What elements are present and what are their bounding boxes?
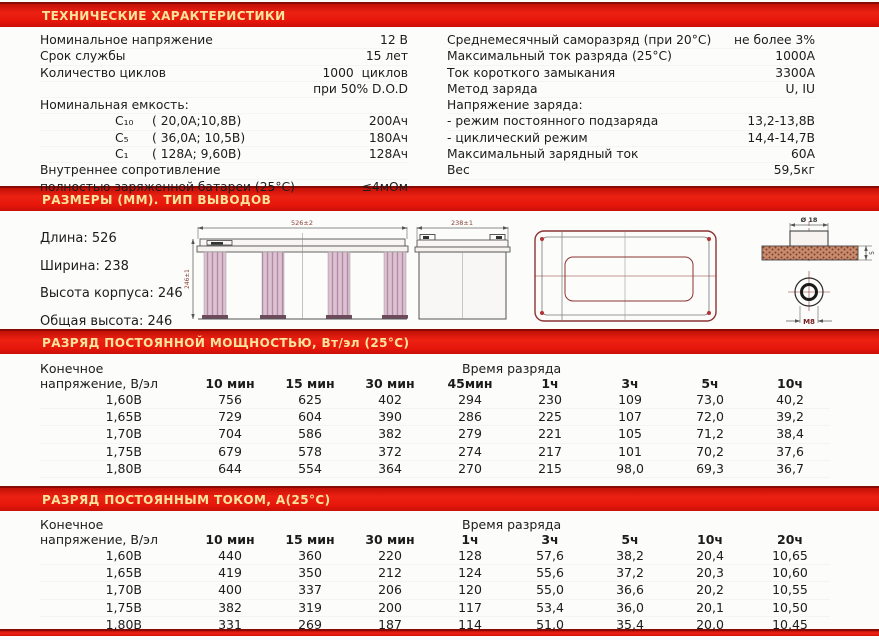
battery-top-view-drawing — [535, 231, 716, 321]
table-cell: 37,6 — [776, 443, 804, 459]
spec-row — [447, 98, 815, 114]
spec-row — [447, 33, 815, 49]
spec-value: 15 лет — [365, 49, 408, 64]
spec-label-text: Среднемесячный саморазряд (при 20°С) — [447, 33, 712, 47]
table-cell: 294 — [458, 392, 482, 407]
side-width-dimension-label: 238±1 — [451, 219, 473, 227]
end-voltage-label: 1,70В — [105, 582, 142, 598]
spec-label — [40, 163, 220, 178]
table-cell: 337 — [298, 582, 322, 598]
table-cell: 10ч — [697, 532, 723, 547]
table-cell: 1ч — [541, 376, 559, 391]
table-cell: 37,2 — [616, 565, 644, 581]
terminal-thread-label: M8 — [803, 318, 815, 326]
spec-label — [40, 49, 126, 64]
dimensions-section — [0, 211, 879, 329]
table-cell: 114 — [458, 616, 482, 632]
spec-label-text: Срок службы — [40, 49, 126, 64]
table-cell: 279 — [458, 426, 482, 442]
spec-value: 3300А — [775, 65, 815, 80]
table-cell: 200 — [378, 599, 402, 615]
table-cell: 225 — [538, 409, 562, 425]
table-cell: 20,1 — [696, 599, 724, 615]
spec-value: 1000 циклов — [322, 65, 408, 80]
spec-row — [447, 82, 815, 98]
table-cell: 360 — [298, 548, 322, 563]
spec-value: 14,4-14,7В — [747, 130, 815, 145]
table-cell: 729 — [218, 409, 242, 425]
spec-label-text: полностью заряженной батареи (25°С) — [40, 179, 295, 194]
table-cell: 101 — [618, 443, 642, 459]
table-cell: 40,2 — [776, 392, 804, 407]
table-cell: 38,4 — [776, 426, 804, 442]
table-cell: 625 — [298, 392, 322, 407]
table-cell: 270 — [458, 460, 482, 476]
table-cell: 578 — [298, 443, 322, 459]
spec-value: 1000А — [775, 49, 815, 64]
table-cell: 382 — [378, 426, 402, 442]
spec-label-text: Количество циклов — [40, 65, 166, 80]
spec-row — [40, 114, 408, 130]
spec-label — [447, 131, 588, 146]
table-cell: 38,2 — [616, 548, 644, 563]
table-cell: 3ч — [541, 532, 559, 547]
table-row — [40, 444, 830, 461]
table-cell: 440 — [218, 548, 242, 563]
spec-row — [447, 114, 815, 130]
table-body — [40, 392, 830, 478]
table-header-row-1 — [40, 361, 830, 376]
table-cell: 20,0 — [696, 616, 724, 632]
table-cell: 35,4 — [616, 616, 644, 632]
spec-label-text: - циклический режим — [447, 130, 588, 145]
table-cell: 704 — [218, 426, 242, 442]
row-header-line1: Конечное — [40, 361, 104, 376]
table-cell: 124 — [458, 565, 482, 581]
spec-row — [40, 82, 408, 98]
table-body — [40, 548, 830, 634]
table-cell: 20ч — [777, 532, 803, 547]
table-cell: 10,50 — [772, 599, 808, 615]
spec-row — [447, 163, 815, 179]
row-header-line1: Конечное — [40, 517, 104, 532]
table-cell: 221 — [538, 426, 562, 442]
table-cell: 36,7 — [776, 460, 804, 476]
spec-label — [447, 163, 470, 178]
end-voltage-label: 1,60В — [105, 392, 142, 407]
table-cell: 319 — [298, 599, 322, 615]
table-cell: 30 мин — [365, 532, 415, 547]
spec-row — [40, 98, 408, 114]
power-discharge-section — [0, 354, 879, 486]
table-cell: 53,4 — [536, 599, 564, 615]
time-of-discharge-header: Время разряда — [462, 517, 562, 532]
spec-label — [40, 131, 245, 146]
spec-value: 180Ач — [368, 130, 408, 145]
table-row — [40, 392, 830, 409]
spec-label-text: Максимальный ток разряда (25°С) — [447, 49, 672, 64]
spec-label-text: Напряжение заряда: — [447, 98, 583, 113]
table-cell: 402 — [378, 392, 402, 407]
table-cell: 109 — [618, 392, 642, 407]
table-cell: 586 — [298, 426, 322, 442]
table-cell: 15 мин — [285, 376, 335, 391]
table-cell: 230 — [538, 392, 562, 407]
current-discharge-table — [40, 517, 830, 634]
dimensions-list — [40, 225, 183, 335]
table-cell: 51,0 — [536, 616, 564, 632]
spec-label — [40, 66, 166, 81]
spec-label — [40, 98, 189, 113]
dimension-label: Ширина: — [40, 258, 100, 274]
capacity-symbol: C₅ — [115, 130, 129, 145]
table-row — [40, 600, 830, 617]
spec-label-text: - режим постоянного подзаряда — [447, 114, 659, 129]
dimension-label: Высота корпуса: — [40, 286, 154, 301]
table-cell: 212 — [378, 565, 402, 581]
table-cell: 5ч — [621, 532, 639, 547]
time-of-discharge-header: Время разряда — [462, 361, 562, 376]
table-header-row-2 — [40, 532, 830, 548]
spec-label-text: Метод заряда — [447, 81, 538, 96]
table-cell: 10,60 — [772, 565, 808, 581]
table-cell: 55,6 — [536, 565, 564, 581]
table-cell: 10,45 — [772, 616, 808, 632]
spec-value: не более 3% — [733, 33, 815, 47]
table-cell: 98,0 — [616, 460, 644, 476]
battery-front-view-drawing — [185, 219, 408, 319]
front-width-dimension-label: 526±2 — [291, 219, 313, 227]
table-cell: 105 — [618, 426, 642, 442]
spec-label-text: Номинальная емкость: — [40, 98, 189, 113]
power-discharge-table — [40, 361, 830, 478]
table-row — [40, 565, 830, 582]
table-header-row-2 — [40, 376, 830, 392]
table-cell: 364 — [378, 460, 402, 476]
table-cell: 382 — [218, 599, 242, 615]
spec-label — [447, 49, 672, 64]
table-cell: 419 — [218, 565, 242, 581]
dimension-line — [40, 280, 183, 308]
current-discharge-section — [0, 511, 879, 632]
table-cell: 30 мин — [365, 376, 415, 391]
terminal-base-height-label: 5 — [869, 251, 876, 255]
table-cell: 120 — [458, 582, 482, 598]
table-cell: 20,4 — [696, 548, 724, 563]
spec-label — [447, 66, 615, 81]
spec-label — [447, 147, 638, 162]
spec-row — [40, 33, 408, 49]
end-voltage-label: 1,80В — [105, 616, 142, 632]
capacity-symbol: C₁ — [115, 147, 129, 162]
table-cell: 36,6 — [616, 582, 644, 598]
table-cell: 10,65 — [772, 548, 808, 563]
table-cell: 215 — [538, 460, 562, 476]
spec-value: ≤4мОм — [361, 179, 408, 194]
spec-label-text: Внутреннее сопротивление — [40, 163, 221, 178]
table-cell: 756 — [218, 392, 242, 407]
spec-label-text: Ток короткого замыкания — [447, 65, 616, 80]
table-cell: 72,0 — [696, 409, 724, 425]
table-cell: 1ч — [461, 532, 479, 547]
table-cell: 20,3 — [696, 565, 724, 581]
table-cell: 10ч — [777, 376, 803, 391]
spec-label-text: ( 20,0А;10,8В) — [152, 114, 242, 129]
table-cell: 71,2 — [696, 426, 724, 442]
end-voltage-label: 1,65В — [105, 565, 142, 581]
table-cell: 57,6 — [536, 548, 564, 563]
table-cell: 206 — [378, 582, 402, 598]
section-header-current-discharge — [0, 486, 879, 511]
spec-row — [40, 147, 408, 163]
table-cell: 3ч — [621, 376, 639, 391]
table-cell: 604 — [298, 409, 322, 425]
spec-label-text: Номинальное напряжение — [40, 33, 213, 47]
spec-row — [40, 163, 408, 179]
table-cell: 69,3 — [696, 460, 724, 476]
table-cell: 117 — [458, 599, 482, 615]
spec-value: 200Ач — [368, 114, 408, 129]
row-header-line2: напряжение, В/эл — [40, 376, 158, 391]
tech-specs-section — [0, 27, 879, 194]
table-cell: 217 — [538, 443, 562, 459]
table-cell: 400 — [218, 582, 242, 598]
spec-row — [447, 66, 815, 82]
spec-label — [40, 114, 241, 129]
row-header-line2: напряжение, В/эл — [40, 532, 158, 547]
dimension-value: 238 — [104, 258, 129, 274]
spec-value: 60А — [790, 147, 815, 162]
table-cell: 20,2 — [696, 582, 724, 598]
spec-row — [447, 49, 815, 65]
table-row — [40, 548, 830, 565]
table-header-row-1 — [40, 517, 830, 532]
section-title-tech: ТЕХНИЧЕСКИЕ ХАРАКТЕРИСТИКИ — [42, 8, 286, 23]
table-row — [40, 461, 830, 478]
table-cell: 286 — [458, 409, 482, 425]
table-cell: 644 — [218, 460, 242, 476]
dimension-line — [40, 253, 183, 281]
spec-label — [447, 33, 711, 48]
end-voltage-label: 1,75В — [105, 443, 142, 459]
section-title-current-discharge: РАЗРЯД ПОСТОЯННЫМ ТОКОМ, А(25°С) — [42, 492, 331, 507]
table-cell: 187 — [378, 616, 402, 632]
dimension-label: Длина: — [40, 231, 88, 246]
table-cell: 128 — [458, 548, 482, 563]
spec-label-text: ( 128А; 9,60В) — [152, 147, 242, 162]
table-cell: 45мин — [447, 376, 493, 391]
table-cell: 554 — [298, 460, 322, 476]
dimension-value: 246 — [147, 313, 173, 329]
spec-row — [40, 131, 408, 147]
table-cell: 5ч — [701, 376, 719, 391]
table-cell: 269 — [298, 616, 322, 632]
dimension-line — [40, 308, 183, 336]
table-cell: 107 — [618, 409, 642, 425]
table-cell: 73,0 — [696, 392, 724, 407]
spec-label — [40, 147, 241, 162]
table-cell: 55,0 — [536, 582, 564, 598]
table-row — [40, 409, 830, 426]
capacity-symbol: C₁₀ — [115, 114, 134, 129]
spec-row — [447, 131, 815, 147]
end-voltage-label: 1,75В — [105, 599, 142, 615]
end-voltage-label: 1,60В — [105, 548, 142, 563]
end-voltage-label: 1,65В — [105, 409, 142, 425]
spec-label — [447, 114, 658, 129]
end-voltage-label: 1,70В — [105, 426, 142, 442]
table-cell: 10,55 — [772, 582, 808, 598]
terminal-detail-drawing — [762, 216, 876, 326]
spec-value: U, IU — [785, 81, 815, 96]
tech-specs-right-column — [447, 33, 815, 186]
spec-value: при 50% D.O.D — [313, 81, 408, 96]
spec-label — [447, 98, 583, 113]
dimension-line — [40, 225, 183, 253]
terminal-diameter-label: Ø 18 — [800, 216, 818, 224]
table-cell: 10 мин — [205, 376, 255, 391]
table-cell: 36,0 — [616, 599, 644, 615]
section-title-power-discharge: РАЗРЯД ПОСТОЯННОЙ МОЩНОСТЬЮ, Вт/эл (25°С) — [42, 335, 410, 350]
section-header-tech — [0, 2, 879, 27]
table-cell: 39,2 — [776, 409, 804, 425]
table-cell: 220 — [378, 548, 402, 563]
table-cell: 331 — [218, 616, 242, 632]
table-cell: 390 — [378, 409, 402, 425]
dimension-label: Общая высота: — [40, 313, 144, 329]
table-cell: 10 мин — [205, 532, 255, 547]
table-cell: 274 — [458, 443, 482, 459]
table-row — [40, 426, 830, 443]
table-row — [40, 617, 830, 634]
spec-value: 59,5кг — [773, 163, 815, 178]
spec-row — [40, 49, 408, 65]
table-cell: 372 — [378, 443, 402, 459]
battery-side-view-drawing — [415, 219, 510, 319]
spec-label — [447, 82, 538, 97]
spec-label-text: Максимальный зарядный ток — [447, 147, 639, 162]
spec-value: 13,2-13,8В — [747, 114, 815, 129]
spec-value: 12 В — [380, 33, 408, 47]
dimension-value: 526 — [91, 231, 117, 246]
spec-value: 128Ач — [368, 147, 408, 162]
table-cell: 70,2 — [696, 443, 724, 459]
spec-label-text: Вес — [447, 163, 470, 178]
tech-specs-left-column — [40, 33, 408, 194]
table-cell: 15 мин — [285, 532, 335, 547]
front-height-dimension-label: 246±1 — [185, 269, 191, 289]
spec-row — [447, 147, 815, 163]
spec-label-text: ( 36,0А; 10,5В) — [152, 130, 246, 145]
section-title-dimensions: РАЗМЕРЫ (ММ). ТИП ВЫВОДОВ — [42, 192, 272, 207]
table-cell: 350 — [298, 565, 322, 581]
spec-row — [40, 66, 408, 82]
table-row — [40, 582, 830, 599]
table-cell: 679 — [218, 443, 242, 459]
spec-label — [40, 33, 213, 48]
dimension-value: 246 — [157, 286, 183, 301]
end-voltage-label: 1,80В — [105, 460, 142, 476]
